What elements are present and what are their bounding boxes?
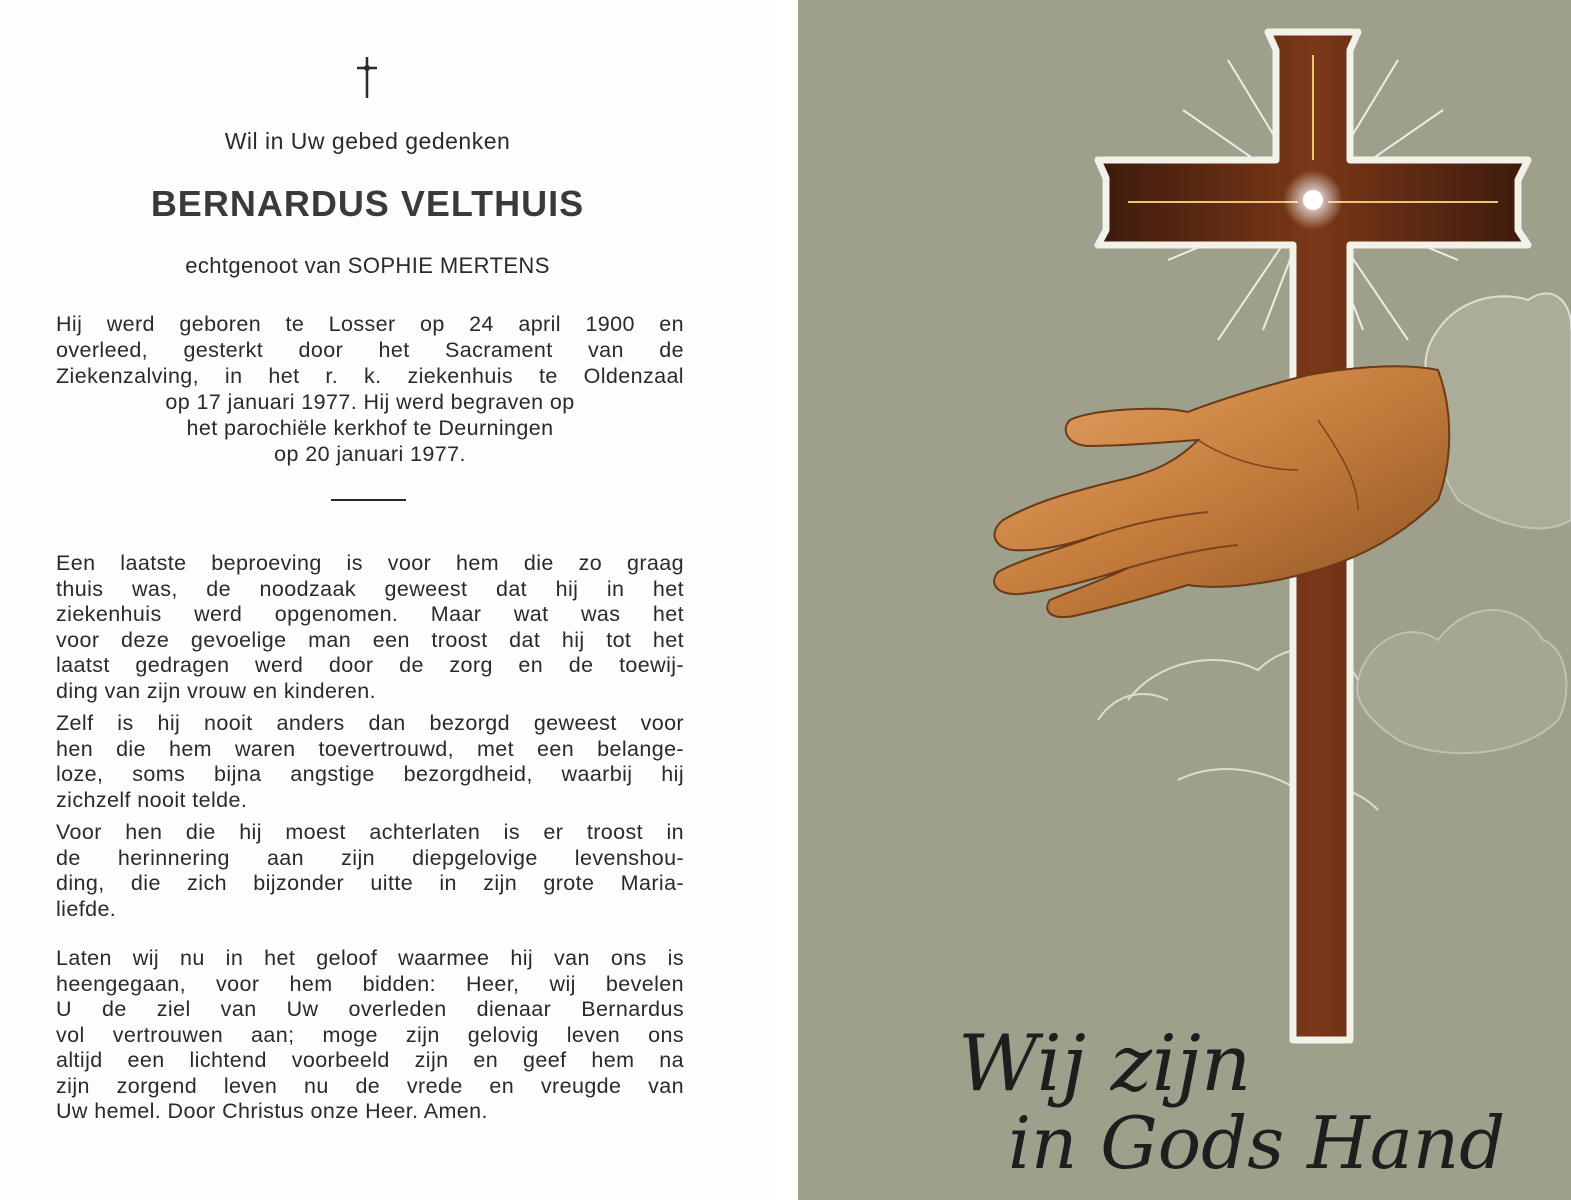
caption-line-2: in Gods Hand xyxy=(1008,1101,1506,1185)
bio-line: Ziekenzalving, in het r. k. ziekenhuis te Oldenzaal xyxy=(56,364,684,388)
paragraph-line: liefde. xyxy=(56,896,117,921)
memorial-text-panel xyxy=(0,0,770,1200)
paragraph-line: zijn zorgend leven nu de vrede en vreugde van xyxy=(56,1073,684,1098)
biography-block xyxy=(56,311,684,467)
paragraph-line: hen die hem waren toevertrouwd, met een belange- xyxy=(56,736,684,761)
paragraph-line: laatst gedragen werd door de zorg en de toewij- xyxy=(56,653,684,677)
paragraph-line: Laten wij nu in het geloof waarmee hij van ons is xyxy=(56,946,684,970)
paragraph-line: heengegaan, voor hem bidden: Heer, wij bevelen xyxy=(56,971,684,996)
paragraph-line: Een laatste beproeving is voor hem die zo graag xyxy=(56,551,684,575)
deceased-name: BERNARDUS VELTHUIS xyxy=(150,183,585,224)
paragraph-line: ziekenhuis werd opgenomen. Maar wat was het xyxy=(56,602,684,626)
caption-line-1: Wij zijn xyxy=(958,1019,1252,1109)
paragraph-line: ding, die zich bijzonder uitte in zijn grote Maria- xyxy=(56,871,684,895)
bio-line: op 20 januari 1977. xyxy=(274,442,466,466)
bio-line: het parochiële kerkhof te Deurningen xyxy=(186,416,554,440)
paragraph-line: zichzelf nooit telde. xyxy=(56,787,248,812)
paragraph-line: vol vertrouwen aan; moge zijn gelovig leven ons xyxy=(56,1022,684,1047)
bio-line: op 17 januari 1977. Hij werd begraven op xyxy=(165,390,575,414)
paragraph-line: Voor hen die hij moest achterlaten is er troost in xyxy=(56,820,684,844)
paragraph-line: de herinnering aan zijn diepgelovige levenshou- xyxy=(56,845,684,870)
card-illustration xyxy=(798,0,1571,1200)
spouse-line: echtgenoot van SOPHIE MERTENS xyxy=(185,253,550,278)
paragraph xyxy=(56,820,684,922)
paragraph-line: Zelf is hij nooit anders dan bezorgd geweest voor xyxy=(56,711,684,735)
bio-line: overleed, gesterkt door het Sacrament van de xyxy=(56,338,684,362)
paragraph xyxy=(56,551,684,704)
paragraph-line: U de ziel van Uw overleden dienaar Bernardus xyxy=(56,997,684,1021)
paragraph xyxy=(56,711,684,813)
paragraph-line: ding van zijn vrouw en kinderen. xyxy=(56,678,376,703)
paragraph-line: thuis was, de noodzaak geweest dat hij in het xyxy=(56,576,684,601)
small-cross-icon xyxy=(352,55,382,100)
paragraph-line: Uw hemel. Door Christus onze Heer. Amen. xyxy=(56,1099,488,1123)
intro-line: Wil in Uw gebed gedenken xyxy=(224,128,511,154)
divider xyxy=(331,499,406,501)
paragraph xyxy=(56,946,684,1125)
bio-line: Hij werd geboren te Losser op 24 april 1900 en xyxy=(56,312,684,336)
artwork-panel xyxy=(798,0,1571,1200)
hand-icon xyxy=(994,366,1449,617)
paragraph-line: altijd een lichtend voorbeeld zijn en geef hem na xyxy=(56,1048,684,1072)
paragraph-line: loze, soms bijna angstige bezorgdheid, waarbij hij xyxy=(56,762,684,786)
paragraph-line: voor deze gevoelige man een troost dat hij tot het xyxy=(56,627,684,652)
